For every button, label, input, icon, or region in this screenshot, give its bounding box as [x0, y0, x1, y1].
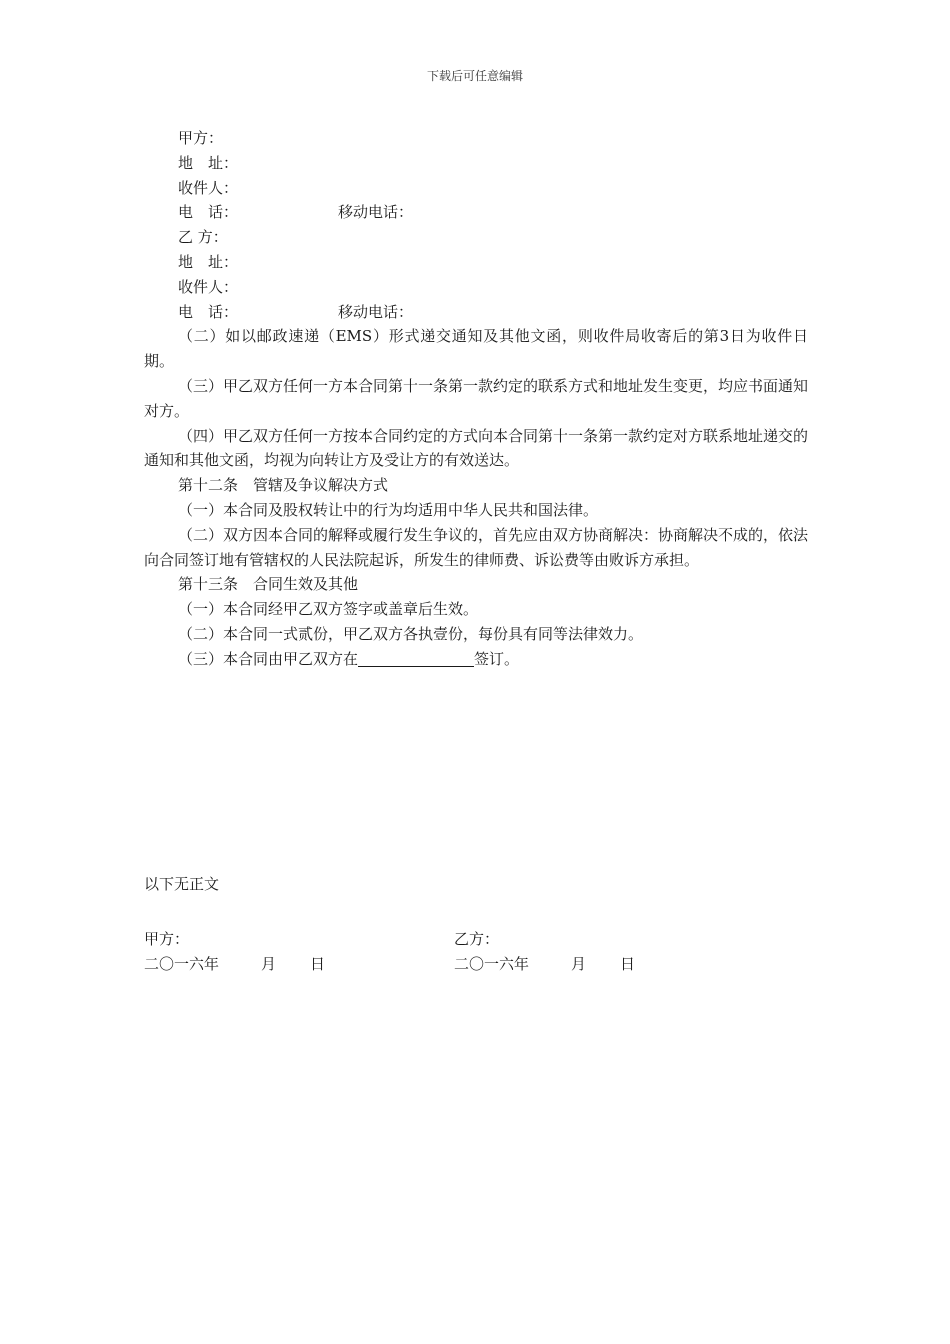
signature-party-row — [144, 927, 808, 952]
party-b-label: 乙 方： — [178, 228, 228, 247]
party-a-recipient-label: 收件人： — [178, 178, 239, 197]
party-b-year: 二〇一六年 — [454, 954, 530, 973]
party-a-year: 二〇一六年 — [144, 954, 220, 973]
paragraph-ems-delivery: （二）如以邮政速递（EMS）形式递交通知及其他文函，则收件局收寄后的第3日为收件日期。 — [144, 327, 808, 371]
article-12-title: 第十二条 管辖及争议解决方式 — [178, 476, 389, 495]
party-a-phone-row — [144, 200, 808, 225]
article-13-clause-3-prefix: （三）本合同由甲乙双方在 — [178, 649, 359, 668]
end-note: 以下无正文 — [144, 875, 220, 893]
spacer — [144, 897, 808, 927]
article-13-clause-3 — [144, 647, 808, 672]
party-a-phone-label: 电 话： — [178, 203, 239, 222]
article-13-clause-2: （二）本合同一式贰份，甲乙双方各执壹份，每份具有同等法律效力。 — [178, 624, 644, 643]
party-a-signature-label: 甲方： — [144, 929, 190, 948]
party-a-mobile-label: 移动电话： — [338, 203, 414, 222]
article-12-clause-2: （二）双方因本合同的解释或履行发生争议的，首先应由双方协商解决：协商解决不成的，依法向合同签订地有管辖权的人民法院起诉，所发生的律师费、诉讼费等由败诉方承担。 — [144, 525, 809, 569]
party-a-month: 月 — [261, 954, 277, 973]
paragraph-contact-change: （三）甲乙双方任何一方本合同第十一条第一款约定的联系方式和地址发生变更，均应书面通知对方。 — [144, 376, 809, 420]
party-a-address-label: 地 址： — [178, 153, 239, 172]
party-b-phone-label: 电 话： — [178, 302, 239, 321]
signature-date-row — [144, 952, 808, 977]
party-b-recipient-label: 收件人： — [178, 277, 239, 296]
party-b-address-label: 地 址： — [178, 252, 239, 271]
article-13-clause-1: （一）本合同经甲乙双方签字或盖章后生效。 — [178, 600, 479, 619]
article-13-clause-3-suffix: 签订。 — [474, 649, 520, 668]
article-12-clause-1: （一）本合同及股权转让中的行为均适用中华人民共和国法律。 — [178, 500, 599, 519]
party-b-month: 月 — [571, 954, 587, 973]
party-b-date — [454, 952, 635, 977]
party-b-signature-label: 乙方： — [454, 929, 500, 948]
party-b-day: 日 — [620, 954, 636, 973]
party-a-date — [144, 952, 325, 977]
signing-place-blank — [358, 648, 474, 667]
document-body — [144, 126, 808, 672]
party-a-day: 日 — [310, 954, 326, 973]
party-b-phone-row — [144, 300, 808, 325]
paragraph-effective-delivery: （四）甲乙双方任何一方按本合同约定的方式向本合同第十一条第一款约定对方联系地址递交的通知和其他文函，均视为向转让方及受让方的有效送达。 — [144, 426, 809, 470]
signature-section — [144, 872, 808, 976]
page-header: 下载后可任意编辑 — [426, 69, 523, 83]
party-a-label: 甲方： — [178, 129, 224, 147]
party-b-mobile-label: 移动电话： — [338, 302, 414, 321]
article-13-title: 第十三条 合同生效及其他 — [178, 575, 359, 594]
